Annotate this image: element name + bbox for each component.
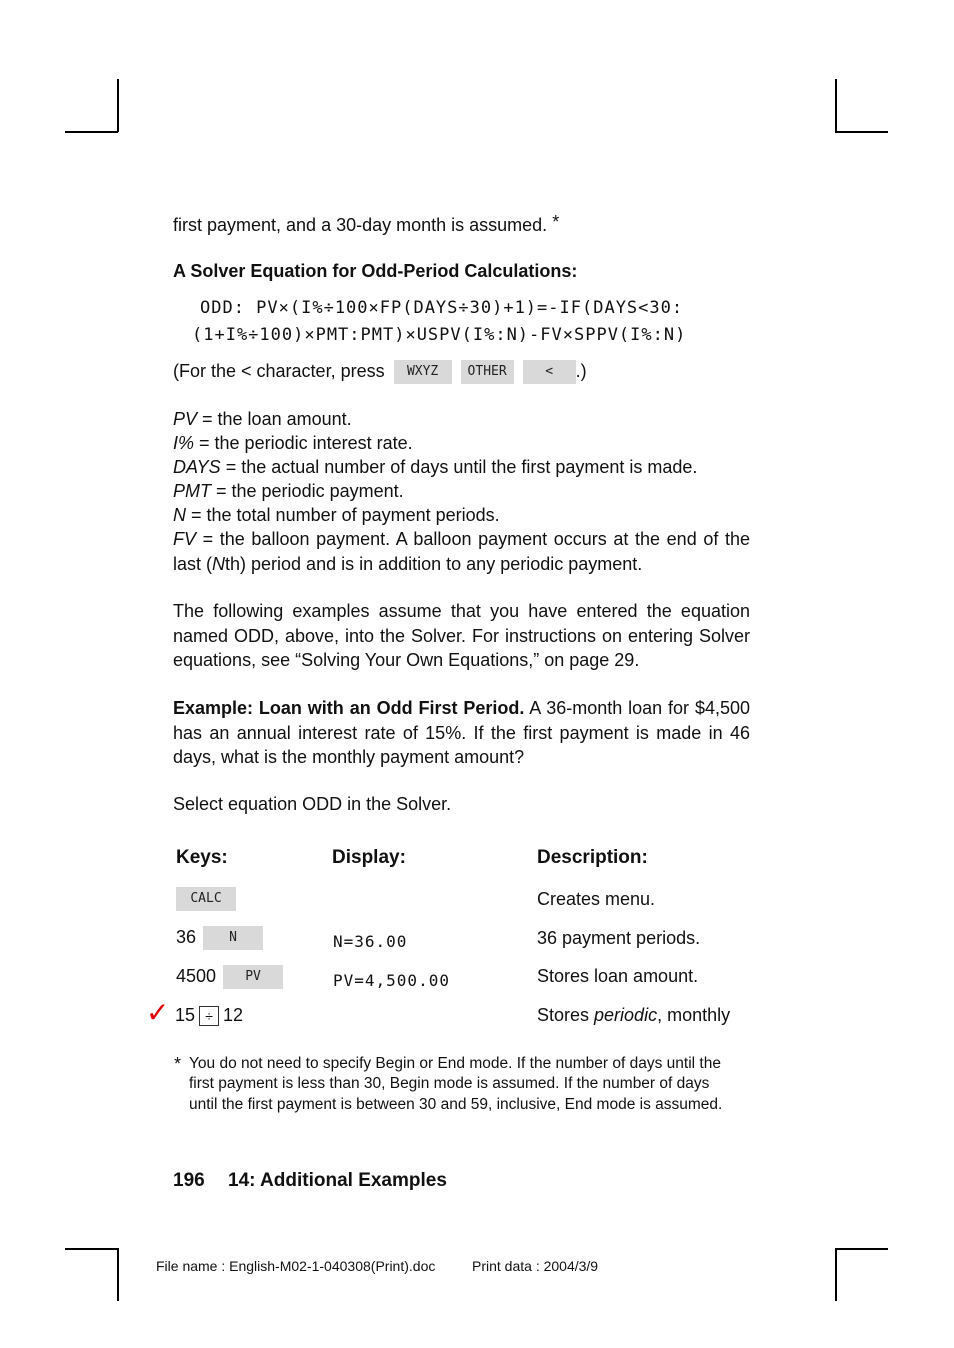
equation-line-1: ODD: PV×(I%÷100×FP(DAYS÷30)+1)=-IF(DAYS<30: xyxy=(200,298,684,318)
page-number: 196 xyxy=(173,1170,205,1191)
key-prefix: 4500 xyxy=(176,966,217,986)
definition-continuation: th) period and is in addition to any periodic payment. xyxy=(225,553,643,574)
definition-text: = the loan amount. xyxy=(197,409,352,429)
footnote-line-3: until the first payment is between 30 and 59, inclusive, End mode is assumed. xyxy=(189,1096,723,1113)
header-description: Description: xyxy=(537,847,648,868)
crop-mark-top-left-vertical xyxy=(117,79,119,132)
key-calc[interactable]: CALC xyxy=(176,887,236,911)
intro-line xyxy=(173,210,559,237)
table-row-description: Stores loan amount. xyxy=(537,966,699,986)
footnote-asterisk: * xyxy=(174,1054,182,1074)
table-row-keys xyxy=(176,964,283,989)
key-prefix: 15 xyxy=(175,1005,196,1025)
press-prefix: (For the < character, press xyxy=(173,361,385,381)
press-instruction xyxy=(173,359,587,384)
chapter-title: 14: Additional Examples xyxy=(228,1170,447,1191)
footnote-line-1: You do not need to specify Begin or End mode. If the number of days until the xyxy=(189,1055,721,1072)
section-heading: A Solver Equation for Odd-Period Calculations: xyxy=(173,261,578,281)
key-n[interactable]: N xyxy=(203,926,263,950)
table-row-keys xyxy=(176,886,236,911)
definition-fv xyxy=(173,527,750,576)
crop-mark-top-right-vertical xyxy=(835,79,837,132)
crop-mark-top-left-horizontal xyxy=(65,131,118,133)
file-name: File name : English-M02-1-040308(Print).doc xyxy=(156,1258,436,1274)
key-suffix: 12 xyxy=(223,1005,244,1025)
following-paragraph: The following examples assume that you have entered the equation named ODD, above, into the Solver. For instructions on entering Solver equations, see “Solving Your Own Equations,” on page 29. xyxy=(173,601,750,670)
equation-line-2: (1+I%÷100)×PMT:PMT)×USPV(I%:N)-FV×SPPV(I%:N) xyxy=(192,325,687,345)
example-title: Example: Loan with an Odd First Period. xyxy=(173,698,525,718)
definition-text: = the actual number of days until the first payment is made. xyxy=(220,457,698,477)
desc-prefix: Stores xyxy=(537,1005,595,1025)
key-less-than[interactable]: < xyxy=(523,360,576,384)
definition-var: FV xyxy=(173,529,197,549)
definition-text: = the balloon payment. A balloon payment occurs at the end of the last ( xyxy=(173,529,750,574)
definition-text: = the total number of payment periods. xyxy=(186,505,500,525)
table-row-keys xyxy=(176,925,263,950)
crop-mark-bottom-right-vertical xyxy=(835,1248,837,1301)
desc-suffix: , monthly xyxy=(657,1005,731,1025)
definition-n xyxy=(173,503,500,527)
print-date: Print data : 2004/3/9 xyxy=(472,1258,599,1274)
table-row-description: 36 payment periods. xyxy=(537,928,701,948)
table-row-description xyxy=(537,1003,730,1027)
footnote-line-2: first payment is less than 30, Begin mode is assumed. If the number of days xyxy=(189,1075,710,1092)
header-display: Display: xyxy=(332,847,406,868)
divide-key[interactable]: ÷ xyxy=(199,1006,219,1026)
table-row-display: N=36.00 xyxy=(333,932,408,951)
crop-mark-bottom-left-vertical xyxy=(117,1248,119,1301)
table-row-display: PV=4,500.00 xyxy=(333,971,450,990)
definition-text: = the periodic payment. xyxy=(211,481,404,501)
example-text: A 36-month loan for $4,500 has an annual interest rate of 15%. If the first payment is made in 46 days, what is the monthly payment amount? xyxy=(173,698,750,767)
check-mark: ✓ xyxy=(146,996,170,1029)
desc-italic: periodic xyxy=(594,1005,658,1025)
table-row-description: Creates menu. xyxy=(537,889,656,909)
key-other[interactable]: OTHER xyxy=(461,360,514,384)
definition-var: I% xyxy=(173,433,195,453)
definition-var: PMT xyxy=(173,481,211,501)
crop-mark-bottom-left-horizontal xyxy=(65,1248,118,1250)
select-line: Select equation ODD in the Solver. xyxy=(173,794,452,814)
key-pv[interactable]: PV xyxy=(223,965,283,989)
press-suffix: .) xyxy=(575,361,587,381)
table-row-keys xyxy=(175,1003,243,1027)
definition-var: PV xyxy=(173,409,198,429)
definition-pv xyxy=(173,407,352,431)
definition-pmt xyxy=(173,479,404,503)
nth-var: N xyxy=(212,553,226,574)
key-wxyz[interactable]: WXYZ xyxy=(394,360,452,384)
definition-i-percent xyxy=(173,431,413,455)
key-prefix: 36 xyxy=(176,927,197,947)
crop-mark-top-right-horizontal xyxy=(835,131,888,133)
definition-var: DAYS xyxy=(173,457,221,477)
crop-mark-bottom-right-horizontal xyxy=(835,1248,888,1250)
header-keys: Keys: xyxy=(176,847,228,868)
intro-text: first payment, and a 30-day month is assumed. xyxy=(173,215,548,235)
definition-var: N xyxy=(173,505,186,525)
example-paragraph xyxy=(173,696,750,770)
footnote-marker: * xyxy=(552,212,560,232)
definition-days xyxy=(173,455,697,479)
definition-text: = the periodic interest rate. xyxy=(194,433,413,453)
